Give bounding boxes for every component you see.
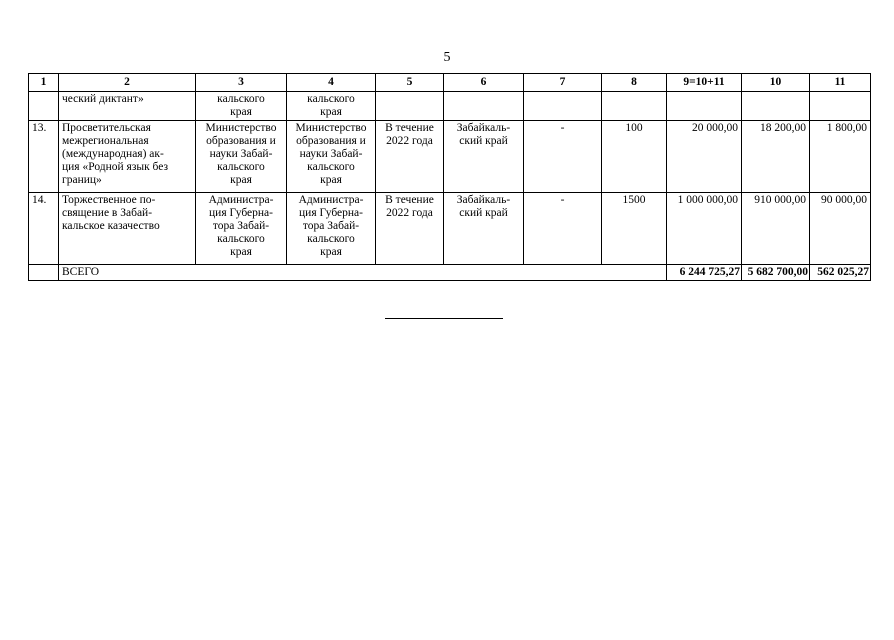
total-value: 1 000 000,00 bbox=[667, 193, 742, 265]
column-header: 3 bbox=[196, 74, 287, 92]
executor: Министерство образования и науки Забай- кальского края bbox=[196, 121, 287, 193]
row-number: 13. bbox=[29, 121, 59, 193]
total-label: ВСЕГО bbox=[59, 265, 667, 281]
event-name: Торжественное по- священие в Забай- кальское казачество bbox=[59, 193, 196, 265]
total-row bbox=[29, 265, 871, 281]
column-header: 2 bbox=[59, 74, 196, 92]
column-header: 10 bbox=[742, 74, 810, 92]
col10-value bbox=[742, 92, 810, 121]
column-header: 4 bbox=[287, 74, 376, 92]
period: В течение 2022 года bbox=[376, 193, 444, 265]
grand-total-col10: 5 682 700,00 bbox=[742, 265, 810, 281]
table-row bbox=[29, 193, 871, 265]
coexecutor: Администра- ция Губерна- тора Забай- кальского края bbox=[287, 193, 376, 265]
budget-table bbox=[28, 73, 871, 281]
col8-value bbox=[602, 92, 667, 121]
table-row bbox=[29, 92, 871, 121]
territory bbox=[444, 92, 524, 121]
row-number: 14. bbox=[29, 193, 59, 265]
coexecutor: кальского края bbox=[287, 92, 376, 121]
territory: Забайкаль- ский край bbox=[444, 193, 524, 265]
page-number: 5 bbox=[443, 50, 451, 65]
column-header: 6 bbox=[444, 74, 524, 92]
col8-value: 1500 bbox=[602, 193, 667, 265]
col8-value: 100 bbox=[602, 121, 667, 193]
executor: кальского края bbox=[196, 92, 287, 121]
column-header: 1 bbox=[29, 74, 59, 92]
column-header: 8 bbox=[602, 74, 667, 92]
grand-total: 6 244 725,27 bbox=[667, 265, 742, 281]
col7-value: - bbox=[524, 193, 602, 265]
column-header: 11 bbox=[810, 74, 871, 92]
column-header: 9=10+11 bbox=[667, 74, 742, 92]
column-header: 7 bbox=[524, 74, 602, 92]
col11-value bbox=[810, 92, 871, 121]
coexecutor: Министерство образования и науки Забай- кальского края bbox=[287, 121, 376, 193]
event-name: ческий диктант» bbox=[59, 92, 196, 121]
grand-total-col11: 562 025,27 bbox=[810, 265, 871, 281]
col7-value: - bbox=[524, 121, 602, 193]
period: В течение 2022 года bbox=[376, 121, 444, 193]
territory: Забайкаль- ский край bbox=[444, 121, 524, 193]
row-number bbox=[29, 92, 59, 121]
column-header: 5 bbox=[376, 74, 444, 92]
header-row bbox=[29, 74, 871, 92]
table-row bbox=[29, 121, 871, 193]
col10-value: 18 200,00 bbox=[742, 121, 810, 193]
total-value bbox=[667, 92, 742, 121]
period bbox=[376, 92, 444, 121]
executor: Администра- ция Губерна- тора Забай- кальского края bbox=[196, 193, 287, 265]
col7-value bbox=[524, 92, 602, 121]
col11-value: 1 800,00 bbox=[810, 121, 871, 193]
col10-value: 910 000,00 bbox=[742, 193, 810, 265]
col11-value: 90 000,00 bbox=[810, 193, 871, 265]
end-separator-line bbox=[385, 318, 503, 319]
total-value: 20 000,00 bbox=[667, 121, 742, 193]
event-name: Просветительская межрегиональная (международная) ак- ция «Родной язык без границ» bbox=[59, 121, 196, 193]
